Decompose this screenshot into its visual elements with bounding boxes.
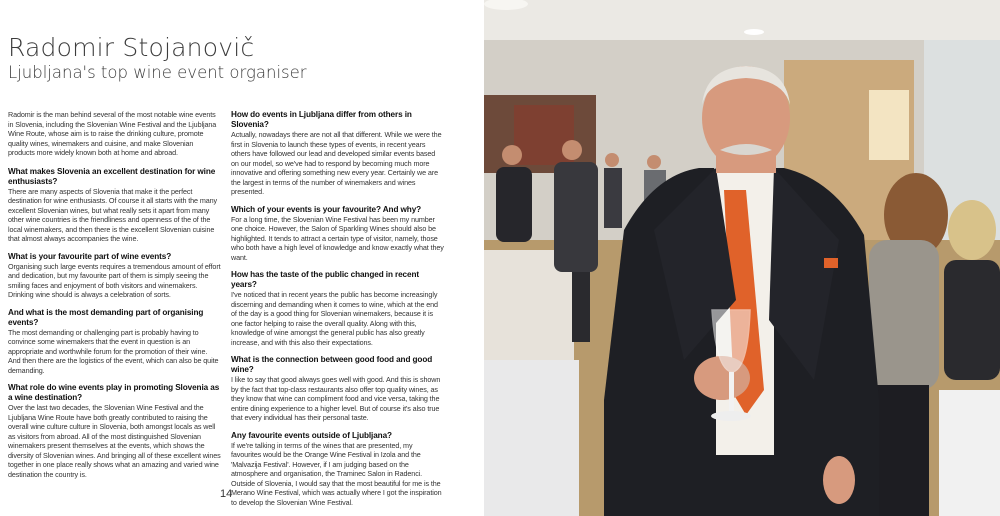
wall-lamp bbox=[869, 90, 909, 160]
text-column-right bbox=[231, 110, 444, 515]
question: How do events in Ljubljana differ from others in Slovenia? bbox=[231, 110, 412, 129]
portrait-illustration bbox=[484, 0, 1000, 516]
answer: Over the last two decades, the Slovenian Wine Festival and the Ljubljana Wine Route have both greatly contributed to raising the overall wine culture culture in Slovenia, both amongst locals as well as visitors from abroad. All of the most distinguished Slovenian winemakers present themselves at the events, which shows the diversity of Slovenian wines. And bringing all of these excellent wines together in one place really shows what an amazing and varied wine destination the country is. bbox=[8, 403, 221, 479]
answer: The most demanding or challenging part is probably having to convince some winemakers that the event in question is an appropriate and worthwhile forum for the promotion of their wine. And then there are the logistics of the event, which can also be quite demanding. bbox=[8, 327, 219, 375]
question: Which of your events is your favourite? And why? bbox=[231, 204, 422, 214]
answer: I like to say that good always goes well with good. And this is shown by the fact that top-class restaurants also offer top quality wines, as they know that wine can compliment food and vice versa, taking the entire dining experience to a higher level. But of course it's also true that every individual has their personal taste. bbox=[231, 375, 441, 422]
answer: For a long time, the Slovenian Wine Festival has been my number one choice. However, the Salon of Sparkling Wines should also be highlighted. It tends to attract a certain type of visitor, namely, those who both have a high level of knowledge and know exactly what they want. bbox=[231, 214, 444, 262]
ceiling bbox=[484, 0, 1000, 40]
intro-paragraph: Radomir is the man behind several of the most notable wine events in Slovenia, including the Slovenian Wine Festival and the Ljubljana Wine Route, whose aim is to raise the drinking culture, promote quality wines, winemakers and cuisine, and make Slovenian products more widely known both at home and abroad. bbox=[8, 110, 217, 157]
question: What role do wine events play in promoting Slovenia as a wine destination? bbox=[8, 383, 220, 402]
text-page bbox=[0, 0, 484, 516]
question: What is your favourite part of wine events? bbox=[8, 251, 172, 261]
answer: I've noticed that in recent years the public has become increasingly discerning and demanding when it comes to wine, which at the end of the day is a good thing for Slovenian winemakers, because it is one factor helping to raise the overall quality. Along with this, knowledge of wine amongst the general public has also greatly increase, and with this also their expectations. bbox=[231, 290, 438, 347]
answer: If we're talking in terms of the wines that are presented, my favourites would be the Orange Wine Festival in Izola and the 'Malvazija Festival'. However, if I am judging based on the atmosphere and organisation, the Traminec Salon in Radenci. Outside of Slovenia, I would say that the most beautiful for me is the Merano Wine Festival, which was actually where I got the inspiration to develop the Slovenian Wine Festival. bbox=[231, 440, 442, 507]
text-column-left bbox=[8, 110, 221, 487]
answer: Actually, nowadays there are not all that different. While we were the first in Slovenia to launch these types of events, in recent years others have followed our lead and developed similar events based on our model, so we've had to respond by becoming much more innovative and offering something new every year. Certainly we are the largest in terms of the number of winemakers and wines presented. bbox=[231, 130, 442, 196]
question: And what is the most demanding part of organising events? bbox=[8, 307, 204, 327]
question: Any favourite events outside of Ljubljana? bbox=[231, 430, 392, 440]
page-number: 14 bbox=[220, 488, 233, 500]
answer: Organising such large events requires a tremendous amount of effort and dedication, but my favourite part of them is simply seeing the smiling faces and enjoyment of both visitors and winemakers. Drinking wine should is always a celebration of sorts. bbox=[8, 261, 221, 299]
answer: There are many aspects of Slovenia that make it the perfect destination for wine enthusiasts. Of course it all starts with the many excellent Slovenian wines, but what really sets it apart from many other wine countries is the friendliness and openness of the of the local winemakers, and then there is the excellent Slovenian cuisine that almost always accompanies the wine. bbox=[8, 186, 218, 243]
question: How has the taste of the public changed in recent years? bbox=[231, 270, 419, 289]
portrait-photo bbox=[484, 0, 1000, 516]
page-title: Radomir Stojanovič bbox=[8, 33, 255, 62]
exhibit-counter bbox=[484, 360, 579, 516]
question: What is the connection between good food and good wine? bbox=[231, 355, 433, 374]
ceiling-light bbox=[744, 29, 764, 35]
question: What makes Slovenia an excellent destination for wine enthusiasts? bbox=[8, 166, 216, 186]
page-subtitle: Ljubljana's top wine event organiser bbox=[8, 63, 307, 82]
